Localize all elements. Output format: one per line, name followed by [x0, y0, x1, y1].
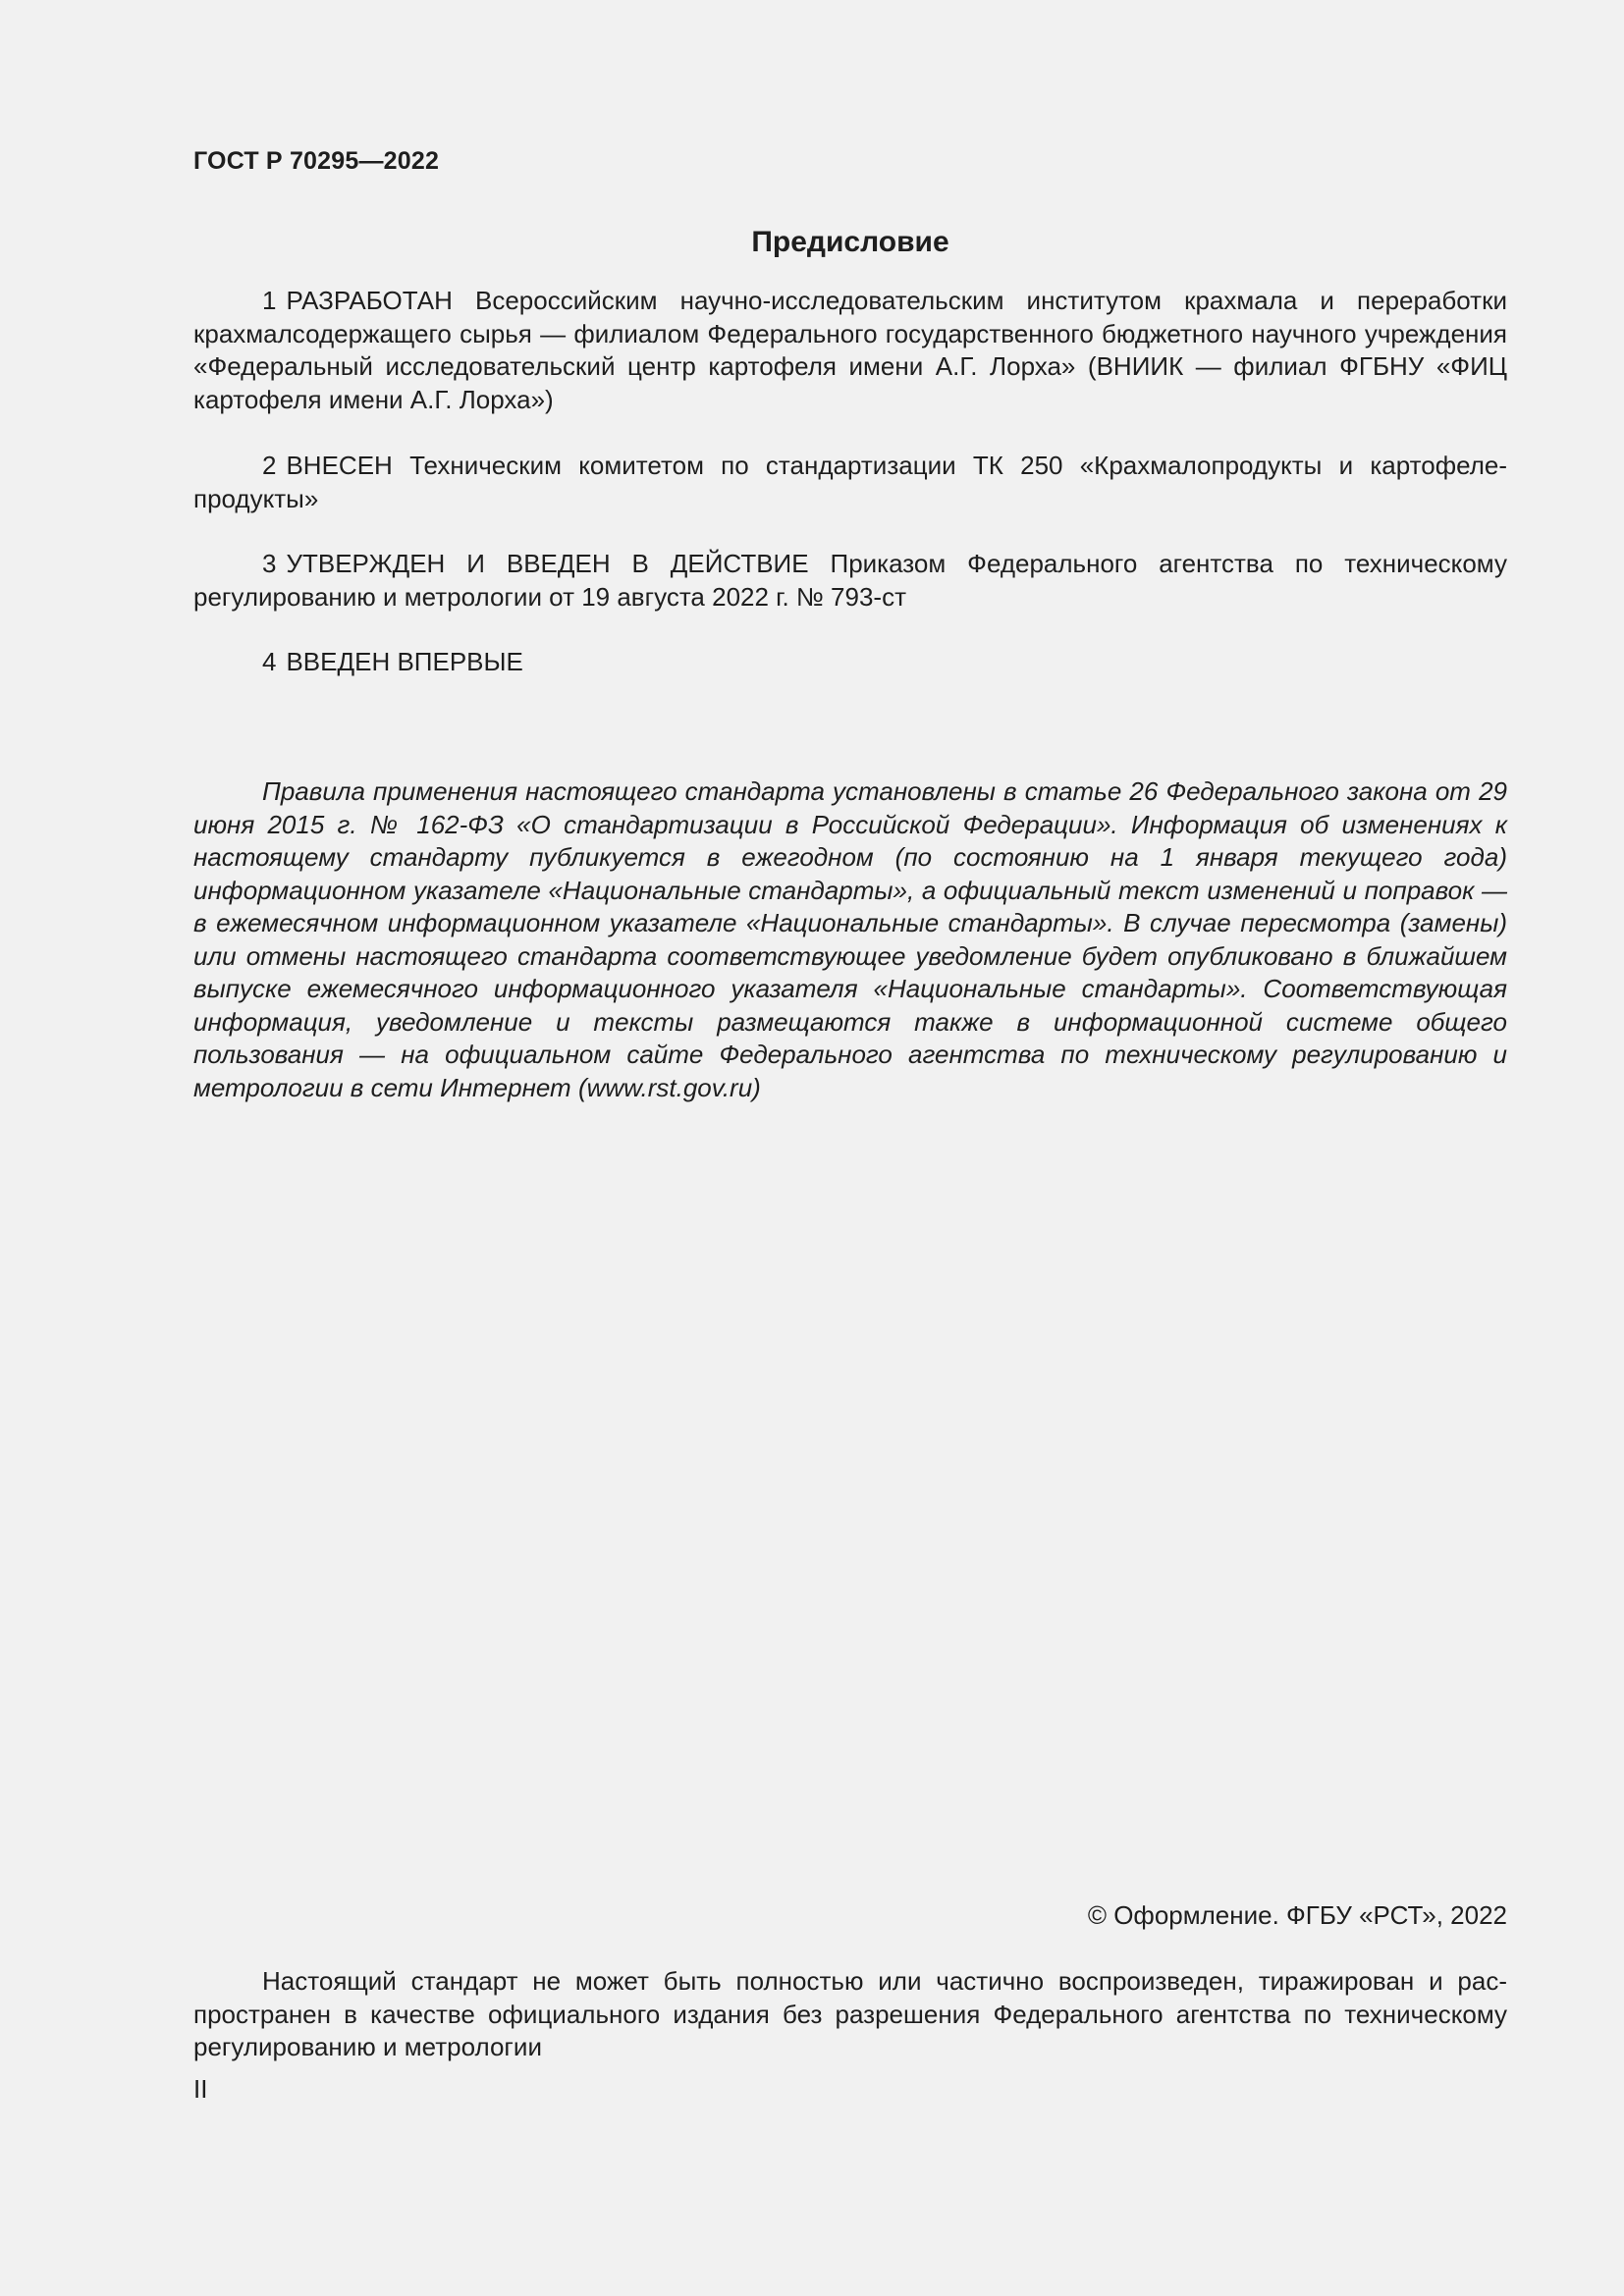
- item-lead: РАЗРАБОТАН: [286, 286, 453, 315]
- preface-title: Предисловие: [751, 226, 949, 258]
- item-number: 1: [262, 286, 277, 315]
- document-page: [193, 0, 1507, 2296]
- item-number: 2: [262, 451, 277, 480]
- item-lead: ВНЕСЕН: [286, 451, 393, 480]
- preface-item-4: [193, 646, 1507, 679]
- item-lead: ВВЕДЕН ВПЕРВЫЕ: [286, 647, 523, 676]
- item-text: Приказом Федерального агентства по техническому регулированию и метрологии от 19 августа 2022 г. № 793-ст: [193, 549, 1507, 612]
- rules-note: Правила применения настоящего стандарта установлены в статье 26 Федерального закона от 29 июня 2015 г. № 162-ФЗ «О стандартизации в Российской Федерации». Информация об изменениях к настоящему стандарту публикуется в ежегодном (по состоянию на 1 января текущего года) информационном указателе «Национальные стандарты», а официальный текст изменений и поправок — в ежемесячном информационном указателе «Национальные стандарты». В случае пересмотра (замены) или отмены настоящего стандарта соответствующее уведомление будет опубликовано в ближайшем выпуске ежемесячного информационного указателя «Национальные стандарты». Соответствующая информация, уведомление и тексты размещаются также в информационной системе общего пользования — на официальном сайте Федерального агентства по техническому регулированию и метрологии в сети Интернет (www.rst.gov.ru): [193, 776, 1507, 1102]
- item-text: Всероссийским научно-исследовательским институтом крахмала и переработки крахмалсодержащего сырья — филиалом Федерального государственного бюджетного научного учреждения «Федеральный исследовательский центр картофеля имени А.Г. Лорха» (ВНИИК — филиал ФГБНУ «ФИЦ картофеля имени А.Г. Лорха»): [193, 286, 1507, 414]
- preface-item-1: [193, 285, 1507, 416]
- page-number: II: [193, 2074, 208, 2104]
- item-lead: УТВЕРЖДЕН И ВВЕДЕН В ДЕЙСТВИЕ: [286, 549, 809, 578]
- item-text: Техническим комитетом по стандартизации ТК 250 «Крахмалопродукты и картофелепродукты»: [193, 451, 1507, 513]
- reproduction-notice: Настоящий стандарт не может быть полностью или частично воспроизведен, тиражирован и распространен в качестве официального издания без разрешения Федерального агентства по техническому регулированию и метрологии: [193, 1966, 1507, 2061]
- document-code: ГОСТ Р 70295—2022: [193, 147, 440, 175]
- preface-item-3: [193, 548, 1507, 614]
- copyright-line: © Оформление. ФГБУ «РСТ», 2022: [1087, 1900, 1507, 1930]
- preface-item-2: [193, 450, 1507, 515]
- item-number: 3: [262, 549, 277, 578]
- item-number: 4: [262, 647, 277, 676]
